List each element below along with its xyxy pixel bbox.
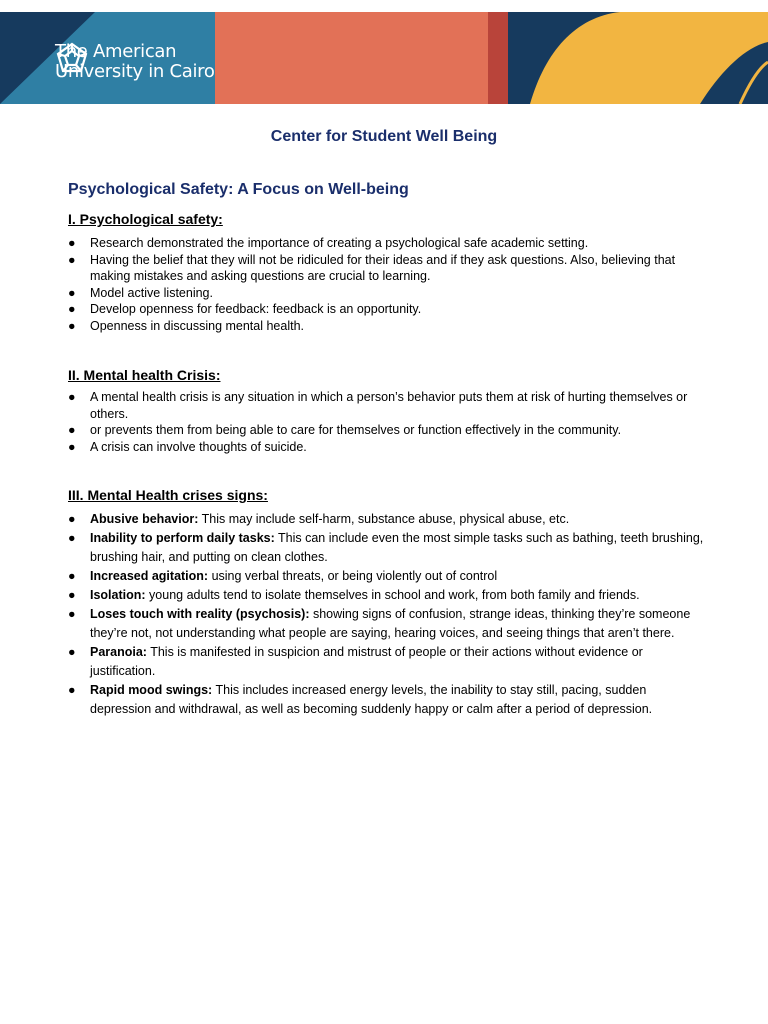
header-banner — [0, 12, 768, 104]
item-text: This is manifested in suspicion and mistrust of people or their actions without evidence or justification. — [90, 645, 643, 678]
item-label: Paranoia: — [90, 645, 147, 659]
item-text: This includes increased energy levels, the inability to stay still, pacing, sudden depression and withdrawal, as well as becoming suddenly happy or calm after a period of depression. — [90, 683, 653, 716]
item-label: Inability to perform daily tasks: — [90, 531, 275, 545]
item-text: This can include even the most simple tasks such as bathing, teeth brushing, brushing hair, and putting on clean clothes. — [90, 531, 704, 564]
list-item — [68, 285, 708, 302]
bullet-icon: ● — [68, 531, 76, 545]
bullet-icon: ● — [68, 607, 76, 621]
bullet-icon: ● — [68, 236, 76, 250]
university-logo — [55, 42, 215, 82]
list-item — [68, 235, 708, 252]
list-item — [68, 643, 708, 681]
page-title: Psychological Safety: A Focus on Well-being — [68, 181, 409, 198]
item-text: A crisis can involve thoughts of suicide. — [90, 439, 307, 454]
section-heading-psychological-safety: I. Psychological safety: — [68, 211, 223, 227]
item-text: or prevents them from being able to care for themselves or function effectively in the community. — [90, 423, 622, 437]
list-item — [68, 510, 708, 529]
item-label: Abusive behavior: — [90, 512, 199, 526]
item-label: Increased agitation: — [90, 569, 209, 583]
bullet-icon: ● — [68, 390, 76, 404]
list-item — [68, 422, 708, 439]
bullet-icon: ● — [68, 439, 76, 454]
bullet-icon: ● — [68, 683, 76, 697]
section-heading-mental-health-crisis: II. Mental health Crisis: — [68, 367, 221, 383]
item-text: Having the belief that they will not be ridiculed for their ideas and if they ask questions. Also, believing that making mistakes and asking questions are crucial to learning. — [90, 252, 676, 283]
bullet-icon: ● — [68, 285, 76, 300]
item-text: Develop openness for feedback: feedback is an opportunity. — [90, 302, 422, 316]
auc-logo-icon — [55, 42, 89, 76]
bullet-icon: ● — [68, 645, 76, 659]
item-label: Isolation: — [90, 588, 146, 602]
list-item — [68, 301, 708, 318]
item-text: Research demonstrated the importance of creating a psychological safe academic setting. — [90, 236, 589, 250]
section-heading-crises-signs: III. Mental Health crises signs: — [68, 487, 268, 503]
item-label: Loses touch with reality (psychosis): — [90, 607, 310, 621]
bullet-icon: ● — [68, 588, 76, 602]
list-item — [68, 318, 708, 335]
item-label: Rapid mood swings: — [90, 683, 213, 697]
item-text: showing signs of confusion, strange ideas, thinking they’re someone they’re not, not understanding what people are saying, hearing voices, and seeing things that aren’t there. — [90, 607, 691, 640]
list-item — [68, 529, 708, 567]
bullet-icon: ● — [68, 318, 76, 333]
bullet-icon: ● — [68, 569, 76, 583]
item-text: young adults tend to isolate themselves in school and work, from both family and friends. — [145, 588, 640, 602]
list-item — [68, 605, 708, 643]
center-title: Center for Student Well Being — [270, 128, 498, 145]
bullet-icon: ● — [68, 302, 76, 316]
list-item — [68, 586, 708, 605]
bullet-icon: ● — [68, 512, 76, 526]
list-item — [68, 439, 708, 456]
logo-line-1: The American — [55, 41, 177, 62]
list-crises-signs — [68, 510, 708, 719]
list-item — [68, 567, 708, 586]
item-text: Model active listening. — [90, 285, 213, 300]
list-item — [68, 389, 708, 422]
bullet-icon: ● — [68, 252, 76, 267]
item-text: This may include self-harm, substance abuse, physical abuse, etc. — [198, 512, 570, 526]
list-mental-health-crisis — [68, 389, 708, 455]
item-text: A mental health crisis is any situation in which a person’s behavior puts them at risk of hurting themselves or others. — [90, 390, 688, 421]
logo-line-2: University in Cairo — [55, 61, 215, 82]
item-text: using verbal threats, or being violently out of control — [208, 569, 498, 583]
list-item — [68, 681, 708, 719]
item-text: Openness in discussing mental health. — [90, 318, 305, 333]
bullet-icon: ● — [68, 423, 76, 437]
list-item — [68, 252, 708, 285]
list-psychological-safety — [68, 235, 708, 334]
